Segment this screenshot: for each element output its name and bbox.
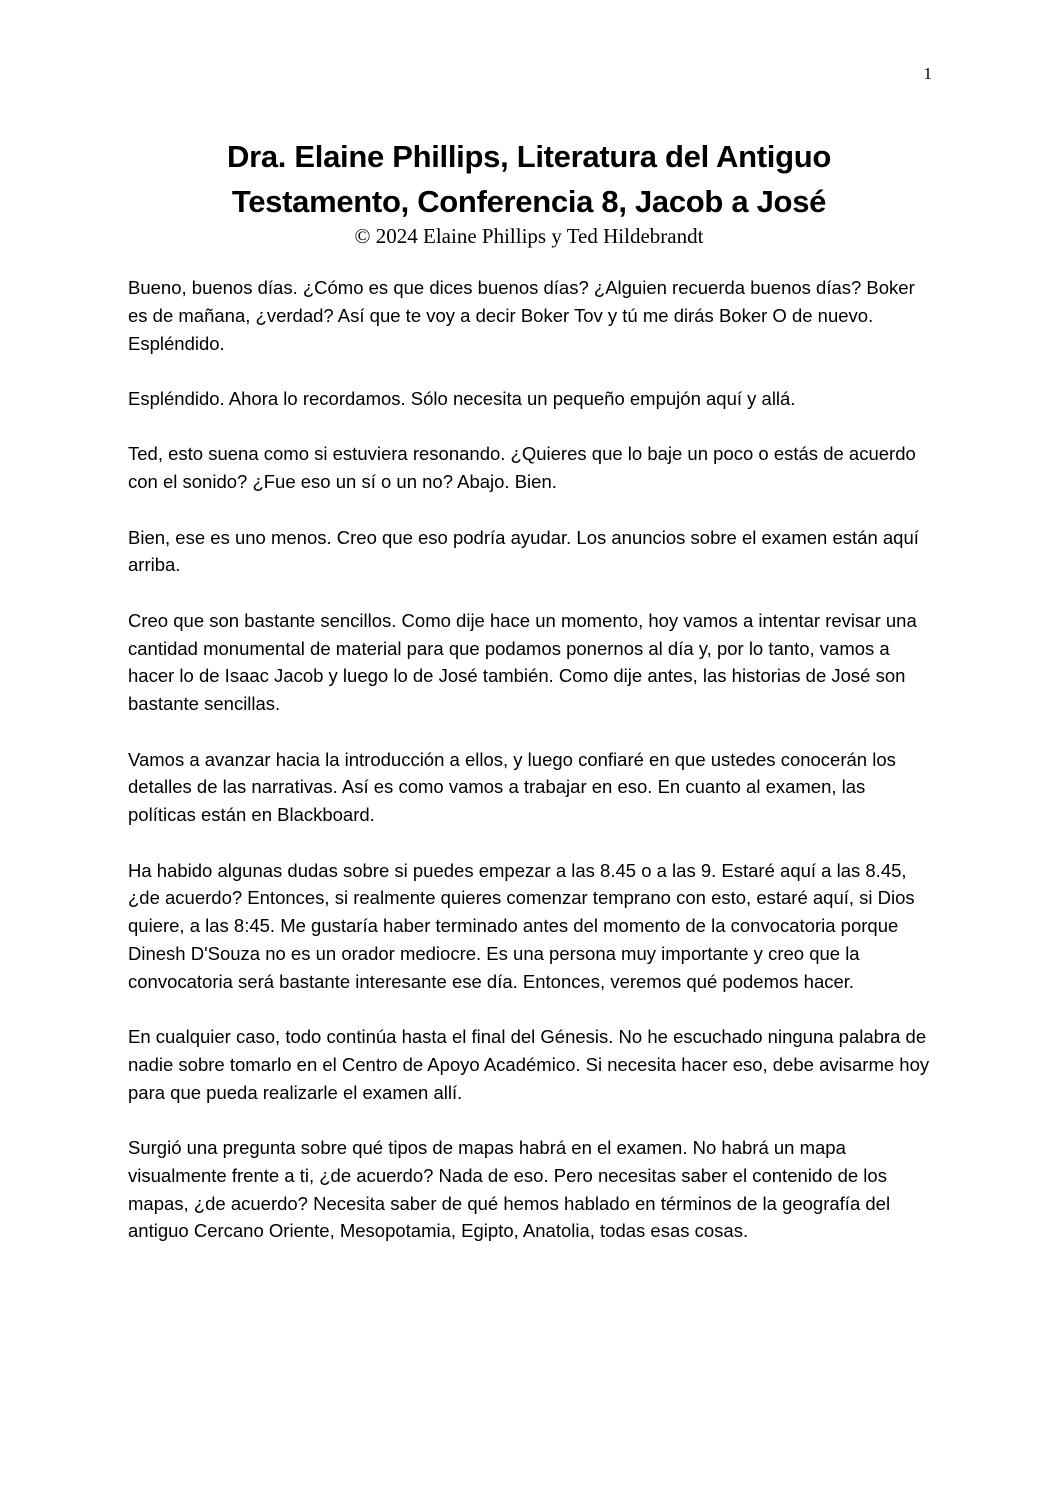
paragraph: Bien, ese es uno menos. Creo que eso podría ayudar. Los anuncios sobre el examen están aquí arriba.	[128, 526, 919, 576]
transcript-body	[128, 274, 938, 1273]
paragraph: Espléndido. Ahora lo recordamos. Sólo necesita un pequeño empujón aquí y allá.	[128, 387, 796, 409]
page-number: 1	[923, 64, 932, 83]
title-line-1: Dra. Elaine Phillips, Literatura del Antiguo	[226, 139, 832, 174]
paragraph: Ha habido algunas dudas sobre si puedes empezar a las 8.45 o a las 9. Estaré aquí a las 8.45, ¿de acuerdo? Entonces, si realmente quieres comenzar temprano con esto, estaré aquí, si Dios quiere, a las 8:45. Me gustaría haber terminado antes del momento de la convocatoria porque Dinesh D'Souza no es un orador mediocre. Es una persona muy importante y creo que la convocatoria será bastante interesante ese día. Entonces, veremos qué podemos hacer.	[128, 859, 915, 992]
paragraph: Ted, esto suena como si estuviera resonando. ¿Quieres que lo baje un poco o estás de acuerdo con el sonido? ¿Fue eso un sí o un no? Abajo. Bien.	[128, 443, 916, 493]
paragraph: En cualquier caso, todo continúa hasta el final del Génesis. No he escuchado ninguna palabra de nadie sobre tomarlo en el Centro de Apoyo Académico. Si necesita hacer eso, debe avisarme hoy para que pueda realizarle el examen allí.	[128, 1026, 930, 1103]
paragraph: Bueno, buenos días. ¿Cómo es que dices buenos días? ¿Alguien recuerda buenos días? Boker es de mañana, ¿verdad? Así que te voy a decir Boker Tov y tú me dirás Boker O de nuevo. Espléndido.	[128, 277, 915, 354]
paragraph: Surgió una pregunta sobre qué tipos de mapas habrá en el examen. No habrá un mapa visualmente frente a ti, ¿de acuerdo? Nada de eso. Pero necesitas saber el contenido de los mapas, ¿de acuerdo? Necesita saber de qué hemos hablado en términos de la geografía del antiguo Cercano Oriente, Mesopotamia, Egipto, Anatolia, todas esas cosas.	[128, 1137, 891, 1242]
paragraph: Vamos a avanzar hacia la introducción a ellos, y luego confiaré en que ustedes conocerán los detalles de las narrativas. Así es como vamos a trabajar en eso. En cuanto al examen, las políticas están en Blackboard.	[128, 748, 896, 826]
copyright-line: © 2024 Elaine Phillips y Ted Hildebrandt	[354, 224, 704, 248]
title-line-2: Testamento, Conferencia 8, Jacob a José	[231, 184, 827, 219]
paragraph: Creo que son bastante sencillos. Como dije hace un momento, hoy vamos a intentar revisar una cantidad monumental de material para que podamos ponernos al día y, por lo tanto, vamos a hacer lo de Isaac Jacob y luego lo de José también. Como dije antes, las historias de José son bastante sencillas.	[128, 609, 917, 715]
document-title	[128, 134, 930, 224]
